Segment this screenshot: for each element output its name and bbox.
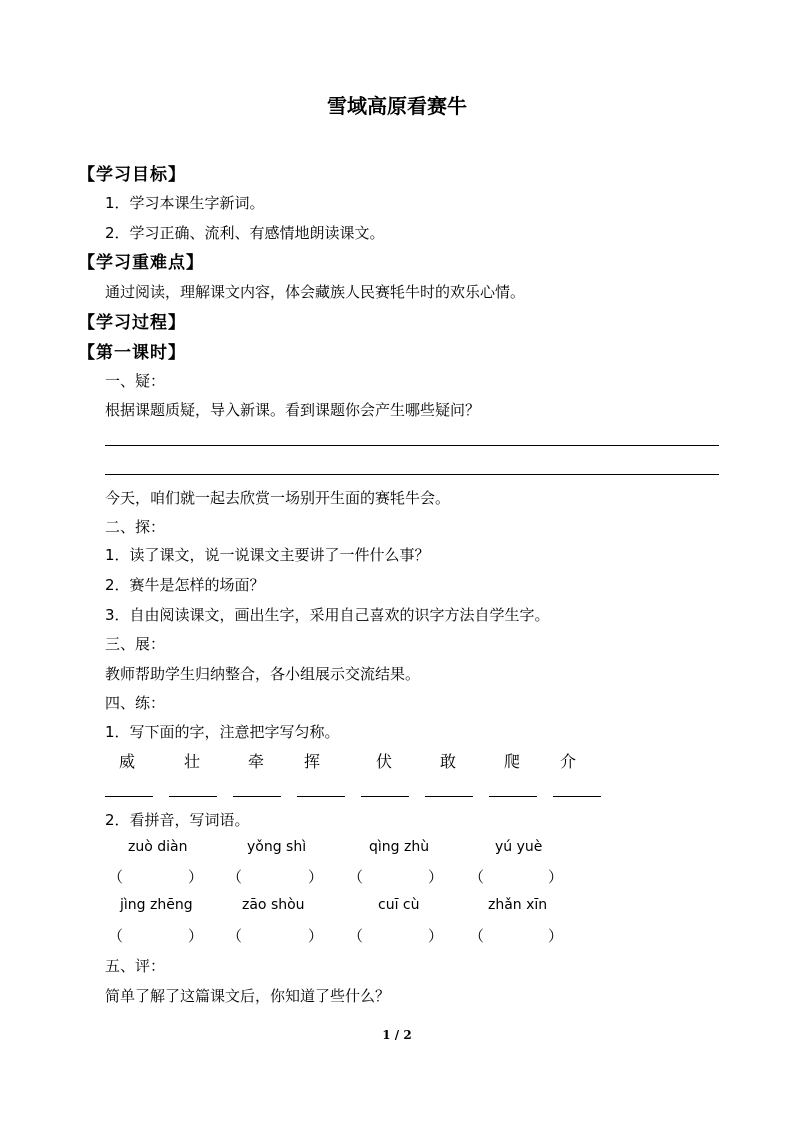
- paren-open: （: [469, 868, 485, 886]
- paren-close: ）: [548, 868, 564, 886]
- paren-open: （: [469, 927, 485, 945]
- practice-char: 牵: [248, 752, 265, 771]
- pinyin-label: zāo shòu: [242, 897, 305, 913]
- step3-label: 三、展：: [105, 635, 166, 653]
- paren-close: ）: [428, 868, 444, 886]
- pinyin-label: jìng zhēng: [120, 897, 193, 913]
- paren-open: （: [108, 868, 124, 886]
- step4-task1: 1．写下面的字，注意把字写匀称。: [105, 723, 340, 741]
- step5-text: 简单了解了这篇课文后，你知道了些什么？: [105, 987, 391, 1005]
- writing-blank[interactable]: [169, 796, 217, 797]
- page-number: 1 / 2: [382, 1028, 412, 1042]
- paren-close: ）: [188, 927, 204, 945]
- pinyin-label: yú yuè: [495, 839, 543, 855]
- practice-char: 介: [560, 752, 577, 771]
- step4-task2: 2．看拼音，写词语。: [105, 811, 250, 829]
- step3-text: 教师帮助学生归纳整合，各小组展示交流结果。: [105, 665, 421, 683]
- writing-blank[interactable]: [489, 796, 537, 797]
- practice-char: 壮: [184, 752, 201, 771]
- goal-2: 2．学习正确、流利、有感情地朗读课文。: [105, 224, 385, 242]
- practice-char: 挥: [304, 752, 321, 771]
- pinyin-label: yǒng shì: [247, 839, 307, 855]
- difficulty-text: 通过阅读，理解课文内容，体会藏族人民赛牦牛时的欢乐心情。: [105, 283, 526, 301]
- step2-q3: 3．自由阅读课文，画出生字，采用自己喜欢的识字方法自学生字。: [105, 606, 550, 624]
- writing-blank[interactable]: [361, 796, 409, 797]
- step1-label: 一、疑：: [105, 372, 166, 390]
- writing-blank[interactable]: [425, 796, 473, 797]
- step4-label: 四、练：: [105, 694, 166, 712]
- paren-close: ）: [308, 927, 324, 945]
- pinyin-label: zuò diàn: [128, 839, 188, 855]
- paren-open: （: [227, 927, 243, 945]
- step1-question: 根据课题质疑，导入新课。看到课题你会产生哪些疑问？: [105, 401, 481, 419]
- paren-close: ）: [188, 868, 204, 886]
- difficulty-heading: 【学习重难点】: [78, 253, 204, 273]
- step5-label: 五、评：: [105, 957, 166, 975]
- practice-char: 伏: [376, 752, 393, 771]
- paren-open: （: [348, 868, 364, 886]
- document-title: 雪域高原看赛牛: [327, 94, 467, 118]
- paren-open: （: [348, 927, 364, 945]
- writing-blank[interactable]: [553, 796, 601, 797]
- practice-char: 威: [119, 752, 136, 771]
- practice-char: 敢: [440, 752, 457, 771]
- step2-label: 二、探：: [105, 518, 166, 536]
- writing-blank[interactable]: [105, 796, 153, 797]
- answer-line-2[interactable]: [105, 474, 719, 475]
- writing-blank[interactable]: [297, 796, 345, 797]
- practice-char: 爬: [504, 752, 521, 771]
- step2-q2: 2．赛牛是怎样的场面？: [105, 576, 265, 594]
- process-heading: 【学习过程】: [78, 313, 186, 333]
- pinyin-label: zhǎn xīn: [488, 897, 548, 913]
- pinyin-label: cuī cù: [378, 897, 420, 913]
- paren-open: （: [108, 927, 124, 945]
- paren-close: ）: [308, 868, 324, 886]
- pinyin-label: qìng zhù: [369, 839, 430, 855]
- step2-q1: 1．读了课文，说一说课文主要讲了一件什么事？: [105, 546, 430, 564]
- goal-1: 1．学习本课生字新词。: [105, 194, 265, 212]
- paren-close: ）: [548, 927, 564, 945]
- answer-line-1[interactable]: [105, 445, 719, 446]
- paren-close: ）: [428, 927, 444, 945]
- writing-blank[interactable]: [233, 796, 281, 797]
- step1-after: 今天，咱们就一起去欣赏一场别开生面的赛牦牛会。: [105, 489, 451, 507]
- goals-heading: 【学习目标】: [78, 165, 186, 185]
- lesson-heading: 【第一课时】: [78, 343, 186, 363]
- paren-open: （: [227, 868, 243, 886]
